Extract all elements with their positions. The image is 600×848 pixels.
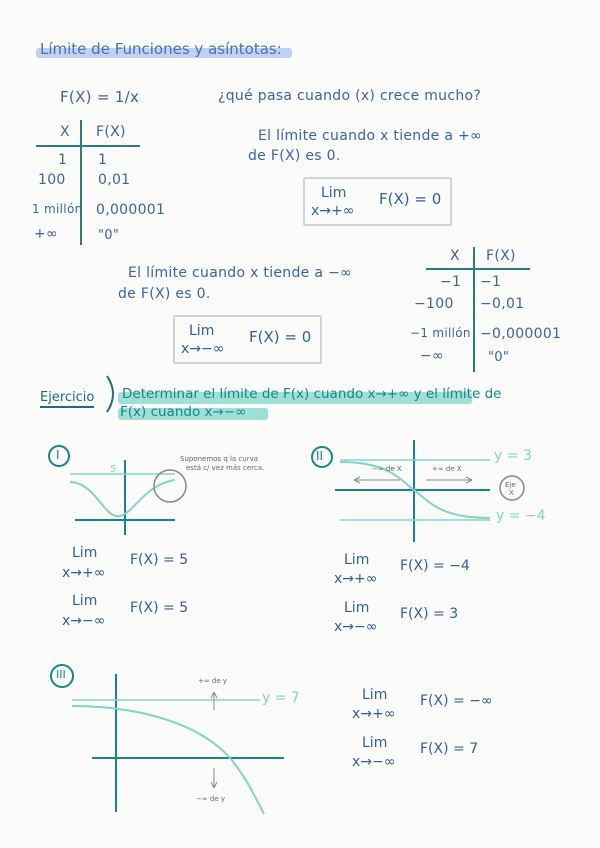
lim-value: F(X) = 5 xyxy=(130,600,189,616)
lim-label: Lim xyxy=(72,593,98,609)
table-row: −1 xyxy=(480,274,502,290)
table-row: −100 xyxy=(414,296,454,312)
lim-value: F(X) = 7 xyxy=(420,741,479,757)
table-row: −0,01 xyxy=(480,296,525,312)
exercise-label: Ejercicio xyxy=(40,390,94,408)
function-definition: F(X) = 1/x xyxy=(60,88,140,106)
table-row: 0,01 xyxy=(98,172,131,188)
graph-2-top-asymptote: y = 3 xyxy=(494,448,532,464)
table-1-header-f: F(X) xyxy=(96,124,126,140)
exercise-line1: Determinar el límite de F(x) cuando x→+∞ y el límite de xyxy=(122,386,502,402)
graph-2-number: II xyxy=(316,449,324,463)
statement-minus-inf-line1: El límite cuando x tiende a −∞ xyxy=(128,265,352,281)
table-2-header-f: F(X) xyxy=(486,248,516,264)
lim-value: F(X) = 5 xyxy=(130,552,189,568)
lim-approach: x→+∞ xyxy=(311,203,355,219)
table-row: −0,000001 xyxy=(480,326,562,342)
graph-2-axis-note-1: Eje xyxy=(505,481,516,489)
lim-approach: x→+∞ xyxy=(62,565,106,581)
table-row: −1 millón xyxy=(410,326,471,340)
table-row: 1 xyxy=(58,152,68,168)
graph-1-note-2: está c/ vez más cerca. xyxy=(186,464,265,472)
question-text: ¿qué pasa cuando (x) crece mucho? xyxy=(218,88,482,104)
lim-approach: x→−∞ xyxy=(62,613,106,629)
graph-3-up-label: +∞ de y xyxy=(198,677,228,685)
table-row: +∞ xyxy=(34,226,58,242)
lim-value: F(X) = −4 xyxy=(400,558,470,574)
table-row: "0" xyxy=(98,228,120,243)
lim-value: F(X) = 0 xyxy=(249,328,312,346)
lim-value: F(X) = 3 xyxy=(400,606,459,622)
lim-approach: x→−∞ xyxy=(334,619,378,635)
lim-label: Lim xyxy=(362,735,388,751)
graph-3-asymptote: y = 7 xyxy=(262,690,300,706)
lim-label: Lim xyxy=(344,552,370,568)
graph-2-axis-note-2: X xyxy=(509,489,514,497)
table-row: 0,000001 xyxy=(96,202,166,218)
graph-2-bottom-asymptote: y = −4 xyxy=(496,508,546,524)
lim-approach: x→+∞ xyxy=(334,571,378,587)
table-row: 100 xyxy=(38,172,66,188)
table-2-header-x: X xyxy=(450,248,460,264)
graph-1-note-1: Suponemos q la curva xyxy=(180,455,259,463)
lim-approach: x→−∞ xyxy=(352,754,396,770)
graph-2-left-arrow-label: −∞ de X xyxy=(372,465,402,473)
graph-2-right-arrow-label: +∞ de X xyxy=(432,465,462,473)
statement-minus-inf-line2: de F(X) es 0. xyxy=(118,286,211,302)
table-row: −∞ xyxy=(420,348,444,364)
graph-1-plot xyxy=(65,450,205,540)
page-title: Límite de Funciones y asíntotas: xyxy=(40,40,282,58)
statement-plus-inf-line1: El límite cuando x tiende a +∞ xyxy=(258,128,482,144)
graph-3-down-label: −∞ de y xyxy=(196,795,226,803)
lim-approach: x→−∞ xyxy=(181,341,225,357)
lim-value: F(X) = 0 xyxy=(379,190,442,208)
table-row: "0" xyxy=(488,350,510,365)
lim-approach: x→+∞ xyxy=(352,706,396,722)
graph-3-number: III xyxy=(56,668,66,681)
table-1-header-x: X xyxy=(60,124,70,140)
table-row: −1 xyxy=(440,274,462,290)
table-row: 1 millón xyxy=(32,202,83,216)
statement-plus-inf-line2: de F(X) es 0. xyxy=(248,148,341,164)
exercise-line2: F(x) cuando x→−∞ xyxy=(120,404,247,420)
graph-1-ylabel: 5 xyxy=(110,464,117,475)
limit-box-minus-inf xyxy=(173,315,322,364)
graph-1-number: I xyxy=(56,448,60,462)
limit-box-plus-inf xyxy=(303,177,452,226)
lim-label: Lim xyxy=(344,600,370,616)
table-row: 1 xyxy=(98,152,108,168)
lim-label: Lim xyxy=(72,545,98,561)
lim-label: Lim xyxy=(362,687,388,703)
lim-value: F(X) = −∞ xyxy=(420,693,493,709)
lim-label: Lim xyxy=(189,323,215,339)
lim-label: Lim xyxy=(321,185,347,201)
